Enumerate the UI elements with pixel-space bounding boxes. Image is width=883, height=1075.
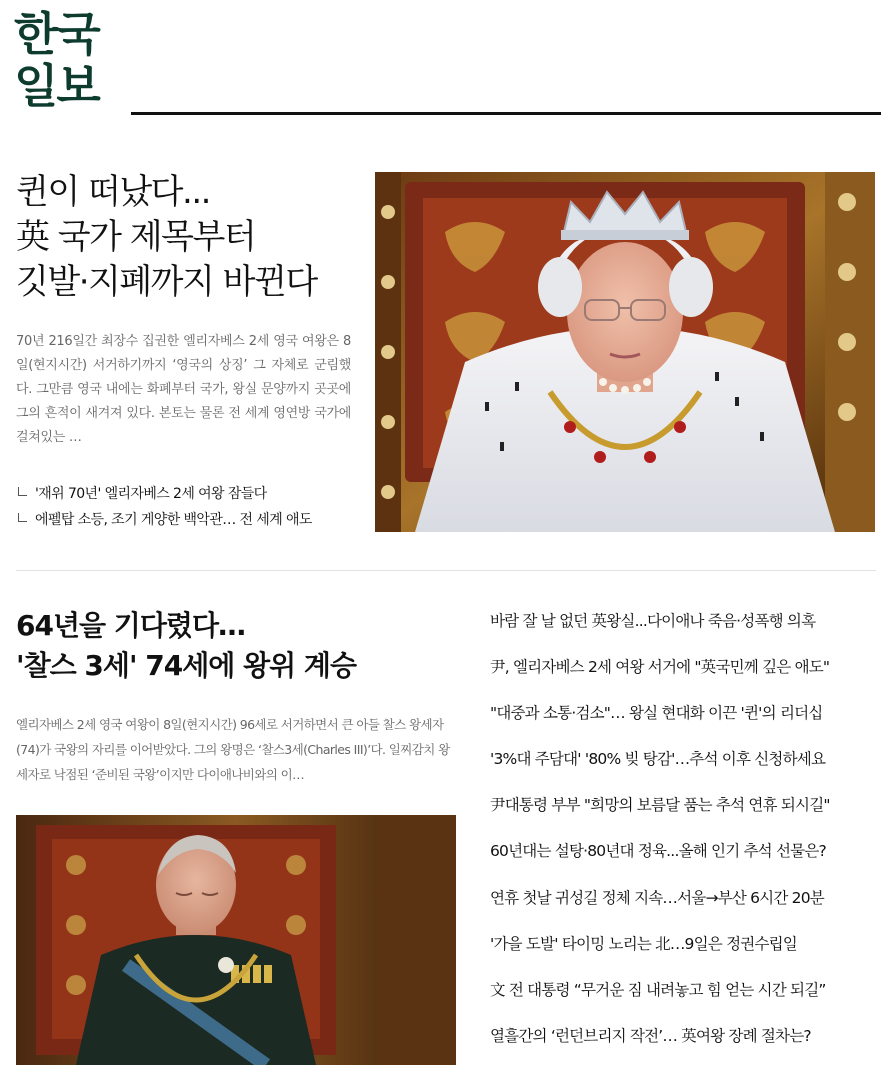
headline-item[interactable]: 文 전 대통령 “무거운 짐 내려놓고 힘 얻는 시간 되길” xyxy=(490,980,826,999)
logo-line-1: 한국 xyxy=(14,7,99,61)
corner-arrow-icon xyxy=(18,513,27,522)
top-story-headline[interactable] xyxy=(16,170,361,305)
section-divider xyxy=(16,570,876,571)
site-logo[interactable] xyxy=(14,8,114,112)
second-headline-line-1: 64년을 기다렸다… xyxy=(16,609,246,642)
headline-item[interactable]: '3%대 주담대' '80% 빚 탕감'…추석 이후 신청하세요 xyxy=(490,750,826,769)
headline-item[interactable]: 尹대통령 부부 "희망의 보름달 품는 추석 연휴 되시길" xyxy=(490,796,830,815)
top-story xyxy=(16,170,876,535)
masthead-rule xyxy=(131,112,881,115)
masthead xyxy=(14,8,874,126)
top-headline-line-3: 깃발·지폐까지 바뀐다 xyxy=(16,262,317,302)
top-headline-line-1: 퀸이 떠났다... xyxy=(16,172,210,212)
related-link[interactable] xyxy=(16,480,361,506)
headline-item[interactable]: 尹, 엘리자베스 2세 여왕 서거에 "英국민께 깊은 애도" xyxy=(490,658,830,677)
second-story-headline[interactable] xyxy=(16,606,456,686)
headline-list xyxy=(490,598,875,1059)
related-link-label: 에펠탑 소등, 조기 게양한 백악관… 전 세계 애도 xyxy=(35,512,312,528)
related-link-label: '재위 70년' 엘리자베스 2세 여왕 잠들다 xyxy=(35,486,267,502)
logo-line-2: 일보 xyxy=(14,59,99,113)
headline-item[interactable]: 연휴 첫날 귀성길 정체 지속…서울→부산 6시간 20분 xyxy=(490,888,824,907)
related-links xyxy=(16,480,361,532)
second-headline-line-2: '찰스 3세' 74세에 왕위 계승 xyxy=(16,649,357,682)
headline-item[interactable]: 60년대는 설탕·80년대 정육...올해 인기 추석 선물은? xyxy=(490,842,826,861)
top-story-summary[interactable]: 70년 216일간 최장수 집권한 엘리자베스 2세 영국 여왕은 8일(현지시간) 서거하기까지 ‘영국의 상징’ 그 자체로 군림했다. 그만큼 영국 내에는 화폐부터 국가, 왕실 문양까지 곳곳에 그의 흔적이 새겨져 있다. 본토는 물론 전 세계 영연방 국가에 걸쳐있는 … xyxy=(16,334,351,445)
second-story xyxy=(16,606,456,787)
top-headline-line-2: 英 국가 제목부터 xyxy=(16,217,256,257)
related-link[interactable] xyxy=(16,506,361,532)
headline-item[interactable]: '가을 도발' 타이밍 노리는 北…9일은 정권수립일 xyxy=(490,934,797,953)
headline-item[interactable]: "대중과 소통·검소"… 왕실 현대화 이끈 '퀸'의 리더십 xyxy=(490,704,823,723)
queen-photo[interactable] xyxy=(375,172,875,532)
second-story-summary[interactable]: 엘리자베스 2세 영국 여왕이 8일(현지시간) 96세로 서거하면서 큰 아들 찰스 왕세자(74)가 국왕의 자리를 이어받았다. 그의 왕명은 ‘찰스3세(Charles III)’다. 일찌감치 왕세자로 낙점된 ‘준비된 국왕’이지만 다이애나비와의 이… xyxy=(16,717,450,782)
headline-item[interactable]: 바람 잘 날 없던 英왕실...다이애나 죽음·성폭행 의혹 xyxy=(490,612,816,630)
corner-arrow-icon xyxy=(18,487,27,496)
charles-photo[interactable] xyxy=(16,815,456,1065)
headline-item[interactable]: 열흘간의 ‘런던브리지 작전’… 英여왕 장례 절차는? xyxy=(490,1026,811,1045)
